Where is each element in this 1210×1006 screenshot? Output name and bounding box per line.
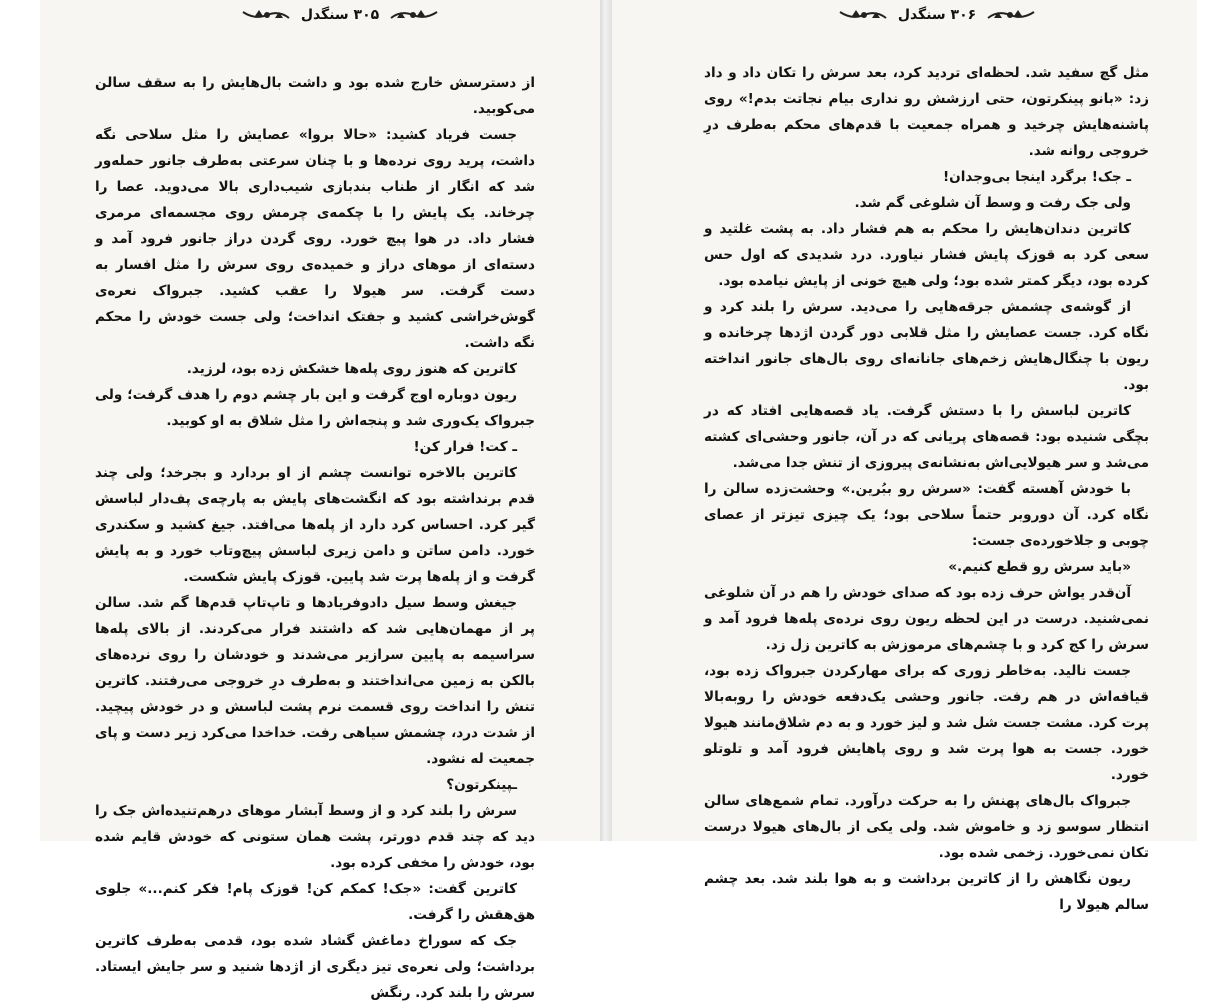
paragraph: ـ جک! برگرد اینجا بی‌وجدان! bbox=[942, 169, 1131, 185]
paragraph: کاترین گفت: «جک! کمکم کن! قوزک پام! فکر کنم...» جلوی هق‌هقش را گرفت. bbox=[95, 881, 535, 923]
right-page bbox=[612, 0, 1197, 913]
paragraph: سرش را بلند کرد و از وسط آبشار موهای درهم‌تنیده‌اش جک را دید که چند قدم دورتر، پشت همان ستونی که خودش قایم شده بود، خودش را مخفی کرده بود. bbox=[95, 803, 535, 871]
paragraph: جیغش وسط سیل دادوفریادها و تاپ‌تاپ قدم‌ها گم شد. سالن پر از مهمان‌هایی شد که داشتند فرار می‌کردند. از بالای پله‌ها سراسیمه به پایین سرازیر می‌شدند و خودشان را روی نرده‌های بالکن به زمین می‌انداختند و به‌طرف درِ خروجی می‌رفتند. کاترین تنش را انداخت روی قسمت نرم پشت لباسش و در خودش پیچید. از شدت درد، چشمش سیاهی رفت. خداخدا می‌کرد زیر دست و پای جمعیت له نشود. bbox=[95, 595, 535, 767]
left-page-text bbox=[95, 70, 535, 1006]
book-gutter bbox=[600, 0, 612, 841]
left-page bbox=[40, 0, 600, 1001]
paragraph: از گوشه‌ی چشمش جرقه‌هایی را می‌دید. سرش را بلند کرد و نگاه کرد. جست عصایش را مثل قلابی دور گردن اژدها چرخانده و ریون با چنگال‌هایش زخم‌های جانانه‌ای روی بال‌های جانور انداخته بود. bbox=[704, 299, 1149, 393]
paragraph: ولی جک رفت و وسط آن شلوغی گم شد. bbox=[854, 195, 1131, 211]
paragraph: جست فریاد کشید: «حالا بروا» عصایش را مثل سلاحی نگه داشت، پرید روی نرده‌ها و با چنان سرعتی به‌طرف جانور حمله‌ور شد که انگار از طناب بندبازی شیب‌داری بالا می‌دوید. عصا را چرخاند. یک پایش را با چکمه‌ی چرمش روی مجسمه‌ای مرمری فشار داد. در هوا پیچ خورد. روی گردن دراز جانور فرود آمد و دسته‌ای از موهای دراز و خمیده‌ی روی سرش را مثل افسار به دست گرفت. سر هیولا را عقب کشید. جبرواک نعره‌ی گوش‌خراشی کشید و جفتک انداخت؛ ولی جست خودش را محکم نگه داشت. bbox=[95, 127, 535, 351]
paragraph: ـ کت! فرار کن! bbox=[413, 439, 517, 455]
paragraph: از دسترسش خارج شده بود و داشت بال‌هایش را به سقف سالن می‌کوبید. bbox=[95, 75, 535, 117]
paragraph: کاترین دندان‌هایش را محکم به هم فشار داد. به پشت غلتید و سعی کرد به قوزک پایش فشار نیاورد. درد شدیدی که اول حس کرده بود، دیگر کمتر شده بود؛ ولی هیچ خونی از پایش نیامده بود. bbox=[704, 221, 1149, 289]
ornament-icon bbox=[986, 6, 1036, 24]
paragraph: با خودش آهسته گفت: «سرش رو ببُرین.» وحشت‌زده سالن را نگاه کرد. آن دوروبر حتماً سلاحی بود؛ یک چیزی تیزتر از عصای چوبی و جلاخورده‌ی جست: bbox=[704, 481, 1149, 549]
paragraph: مثل گچ سفید شد. لحظه‌ای تردید کرد، بعد سرش را تکان داد و داد زد: «بانو پینکرتون، حتی ارزشش رو نداری بیام نجاتت بدم!» روی پاشنه‌هایش چرخید و همراه جمعیت با قدم‌های محکم به‌طرف درِ خروجی روانه شد. bbox=[704, 65, 1149, 159]
paragraph: کاترین لباسش را با دستش گرفت. یاد قصه‌هایی افتاد که در بچگی شنیده بود: قصه‌های پریانی که در آن، جانور وحشی‌ای کشته می‌شد و سر هیولایی‌اش به‌نشانه‌ی پیروزی از تنش جدا می‌شد. bbox=[704, 403, 1149, 471]
paragraph: ـپینکرتون؟ bbox=[446, 777, 517, 793]
paragraph: کاترین بالاخره توانست چشم از او بردارد و بجرخد؛ ولی چند قدم برنداشته بود که انگشت‌های پایش به پارچه‌ی پف‌دار لباسش گیر کرد. احساس کرد دارد از پله‌ها می‌افتد. جیغ کشید و سکندری خورد. دامن ساتن و دامن زیری لباسش پیچ‌وتاب خورد و به پایش گرفت و از پله‌ها پرت شد پایین. قوزک پایش شکست. bbox=[95, 465, 535, 585]
paragraph: جست نالید. به‌خاطر زوری که برای مهارکردن جبرواک زده بود، قیافه‌اش در هم رفت. جانور وحشی یک‌دفعه خودش را روبه‌بالا پرت کرد. مشت جست شل شد و لیز خورد و به دم شلاق‌مانند هیولا خورد. جست به هوا پرت شد و روی پاهایش فرود آمد و تلوتلو خورد. bbox=[704, 663, 1149, 783]
right-page-header bbox=[812, 2, 1062, 28]
paragraph: آن‌قدر یواش حرف زده بود که صدای خودش را هم در آن شلوغی نمی‌شنید. درست در این لحظه ریون روی نرده‌ی پله‌ها فرود آمد و سرش را کج کرد و با چشم‌های مرموزش به کاترین زل زد. bbox=[704, 585, 1149, 653]
paragraph: «باید سرش رو قطع کنیم.» bbox=[948, 559, 1131, 575]
ornament-icon bbox=[389, 6, 439, 24]
ornament-icon bbox=[838, 6, 888, 24]
paragraph: ریون دوباره اوج گرفت و این بار چشم دوم را هدف گرفت؛ ولی جبرواک یک‌وری شد و پنجه‌اش را مثل شلاق به او کوبید. bbox=[95, 387, 535, 429]
left-page-header bbox=[215, 2, 465, 28]
page-number-title: ۳۰۶ سنگدل bbox=[897, 7, 977, 23]
paragraph: ریون نگاهش را از کاترین برداشت و به هوا بلند شد. بعد چشم سالم هیولا را bbox=[704, 871, 1149, 913]
ornament-icon bbox=[241, 6, 291, 24]
right-page-text bbox=[704, 60, 1149, 918]
paragraph: جک که سوراخ دماغش گشاد شده بود، قدمی به‌طرف کاترین برداشت؛ ولی نعره‌ی تیز دیگری از اژدها شنید و سر جایش ایستاد. سرش را بلند کرد. رنگش bbox=[95, 933, 535, 1001]
paragraph: کاترین که هنوز روی پله‌ها خشکش زده بود، لرزید. bbox=[186, 361, 517, 377]
page-number-title: ۳۰۵ سنگدل bbox=[300, 7, 380, 23]
paragraph: جبرواک بال‌های پهنش را به حرکت درآورد. تمام شمع‌های سالن انتظار سوسو زد و خاموش شد. ولی یکی از بال‌های هیولا درست تکان نمی‌خورد. زخمی شده بود. bbox=[704, 793, 1149, 861]
